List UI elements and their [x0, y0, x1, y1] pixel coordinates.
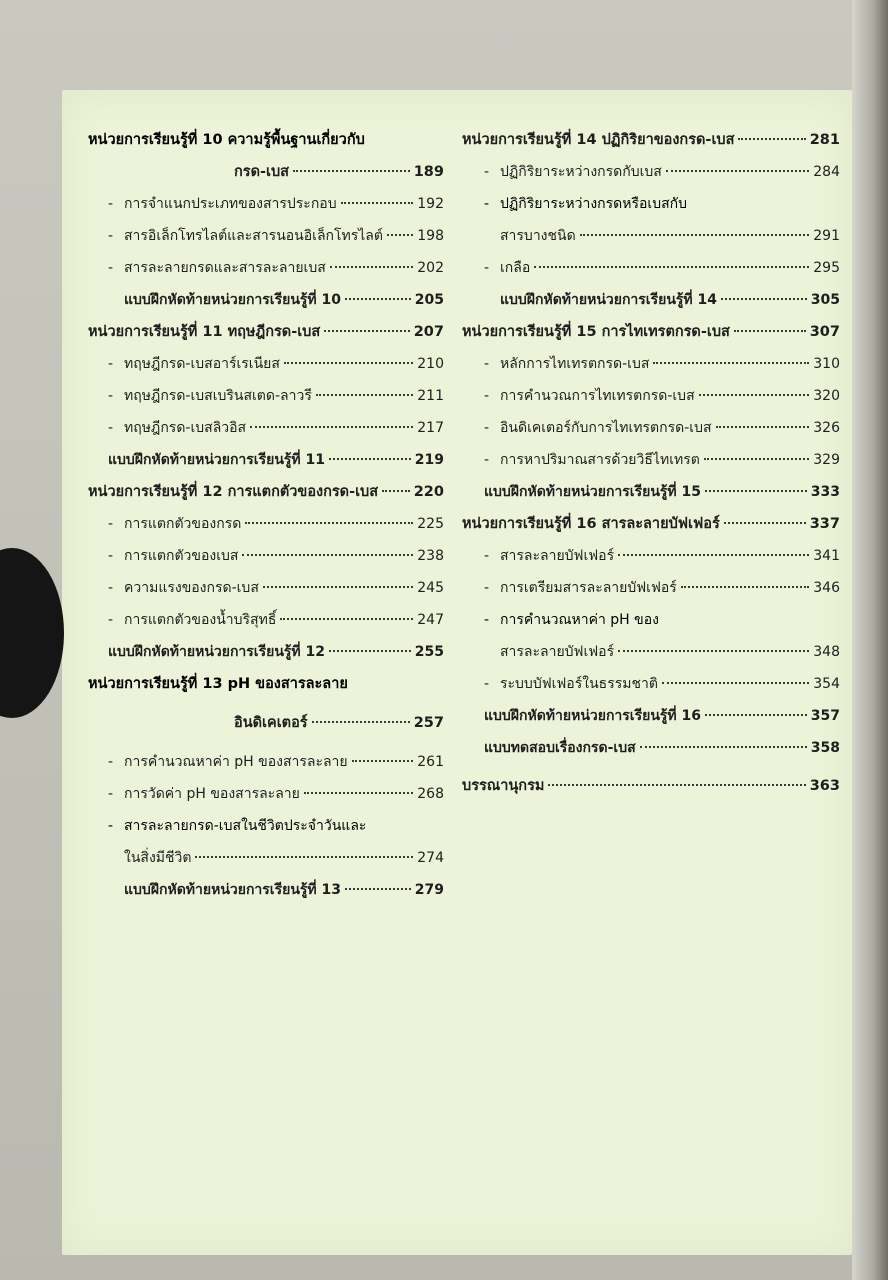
toc-exercise-entry: แบบฝึกหัดท้ายหน่วยการเรียนรู้ที่ 10 205 [124, 292, 444, 308]
toc-entry: - การคำนวณหาค่า pH ของสารละลาย 261 [108, 754, 444, 770]
unit-11-heading: หน่วยการเรียนรู้ที่ 11 ทฤษฎีกรด-เบส 207 [88, 324, 444, 340]
toc-entry: - การแตกตัวของเบส 238 [108, 548, 444, 564]
toc-entry: - การคำนวณการไทเทรตกรด-เบส 320 [484, 388, 840, 404]
toc-right-column [462, 124, 840, 808]
toc-entry-cont: สารละลายบัฟเฟอร์ 348 [500, 644, 840, 660]
toc-exercise-entry: แบบฝึกหัดท้ายหน่วยการเรียนรู้ที่ 14 305 [500, 292, 840, 308]
toc-entry: - สารละลายบัฟเฟอร์ 341 [484, 548, 840, 564]
toc-entry: - การวัดค่า pH ของสารละลาย 268 [108, 786, 444, 802]
unit-16-heading: หน่วยการเรียนรู้ที่ 16 สารละลายบัฟเฟอร์ 337 [462, 516, 840, 532]
toc-entry: - สารอิเล็กโทรไลต์และสารนอนอิเล็กโทรไลต์ 198 [108, 228, 444, 244]
toc-exercise-entry: แบบฝึกหัดท้ายหน่วยการเรียนรู้ที่ 12 255 [108, 644, 444, 660]
toc-entry: - ทฤษฎีกรด-เบสเบรินสเตด-ลาวรี 211 [108, 388, 444, 404]
toc-entry: - สารละลายกรดและสารละลายเบส 202 [108, 260, 444, 276]
toc-test-entry: แบบทดสอบเรื่องกรด-เบส 358 [484, 740, 840, 756]
toc-entry: - หลักการไทเทรตกรด-เบส 310 [484, 356, 840, 372]
book-page-edge [852, 0, 888, 1280]
toc-entry: - การแตกตัวของน้ำบริสุทธิ์ 247 [108, 612, 444, 628]
unit-14-heading: หน่วยการเรียนรู้ที่ 14 ปฏิกิริยาของกรด-เบส 281 [462, 132, 840, 148]
toc-exercise-entry: แบบฝึกหัดท้ายหน่วยการเรียนรู้ที่ 16 357 [484, 708, 840, 724]
toc-entry: - การเตรียมสารละลายบัฟเฟอร์ 346 [484, 580, 840, 596]
toc-entry: - เกลือ 295 [484, 260, 840, 276]
toc-exercise-entry: แบบฝึกหัดท้ายหน่วยการเรียนรู้ที่ 15 333 [484, 484, 840, 500]
page-number: 189 [413, 164, 444, 180]
toc-exercise-entry: แบบฝึกหัดท้ายหน่วยการเรียนรู้ที่ 13 279 [124, 882, 444, 898]
toc-entry: - ระบบบัฟเฟอร์ในธรรมชาติ 354 [484, 676, 840, 692]
unit-13-heading-cont: อินดิเคเตอร์ 257 [234, 715, 444, 731]
unit-10-heading: หน่วยการเรียนรู้ที่ 10 ความรู้พื้นฐานเกี่ยวกับ [88, 132, 365, 148]
toc-entry: - สารละลายกรด-เบสในชีวิตประจำวันและ [108, 818, 367, 834]
bibliography-entry: บรรณานุกรม 363 [462, 778, 840, 794]
toc-left-column [88, 124, 444, 906]
toc-entry: - การจำแนกประเภทของสารประกอบ 192 [108, 196, 444, 212]
unit-15-heading: หน่วยการเรียนรู้ที่ 15 การไทเทรตกรด-เบส 307 [462, 324, 840, 340]
toc-entry-cont: ในสิ่งมีชีวิต 274 [124, 850, 444, 866]
toc-entry: - ทฤษฎีกรด-เบสอาร์เรเนียส 210 [108, 356, 444, 372]
unit-13-heading: หน่วยการเรียนรู้ที่ 13 pH ของสารละลาย [88, 676, 348, 692]
toc-entry: - การคำนวณหาค่า pH ของ [484, 612, 659, 628]
unit-10-heading-cont: กรด-เบส 189 [88, 156, 444, 188]
toc-entry: - ปฏิกิริยาระหว่างกรดกับเบส 284 [484, 164, 840, 180]
toc-entry: - การแตกตัวของกรด 225 [108, 516, 444, 532]
toc-entry: - ทฤษฎีกรด-เบสลิวอิส 217 [108, 420, 444, 436]
toc-exercise-entry: แบบฝึกหัดท้ายหน่วยการเรียนรู้ที่ 11 219 [108, 452, 444, 468]
unit-12-heading: หน่วยการเรียนรู้ที่ 12 การแตกตัวของกรด-เบส 220 [88, 484, 444, 500]
toc-entry: - ความแรงของกรด-เบส 245 [108, 580, 444, 596]
toc-entry: - ปฏิกิริยาระหว่างกรดหรือเบสกับ [484, 196, 687, 212]
toc-entry: - การหาปริมาณสารด้วยวิธีไทเทรต 329 [484, 452, 840, 468]
toc-entry: - อินดิเคเตอร์กับการไทเทรตกรด-เบส 326 [484, 420, 840, 436]
toc-entry-cont: สารบางชนิด 291 [500, 228, 840, 244]
